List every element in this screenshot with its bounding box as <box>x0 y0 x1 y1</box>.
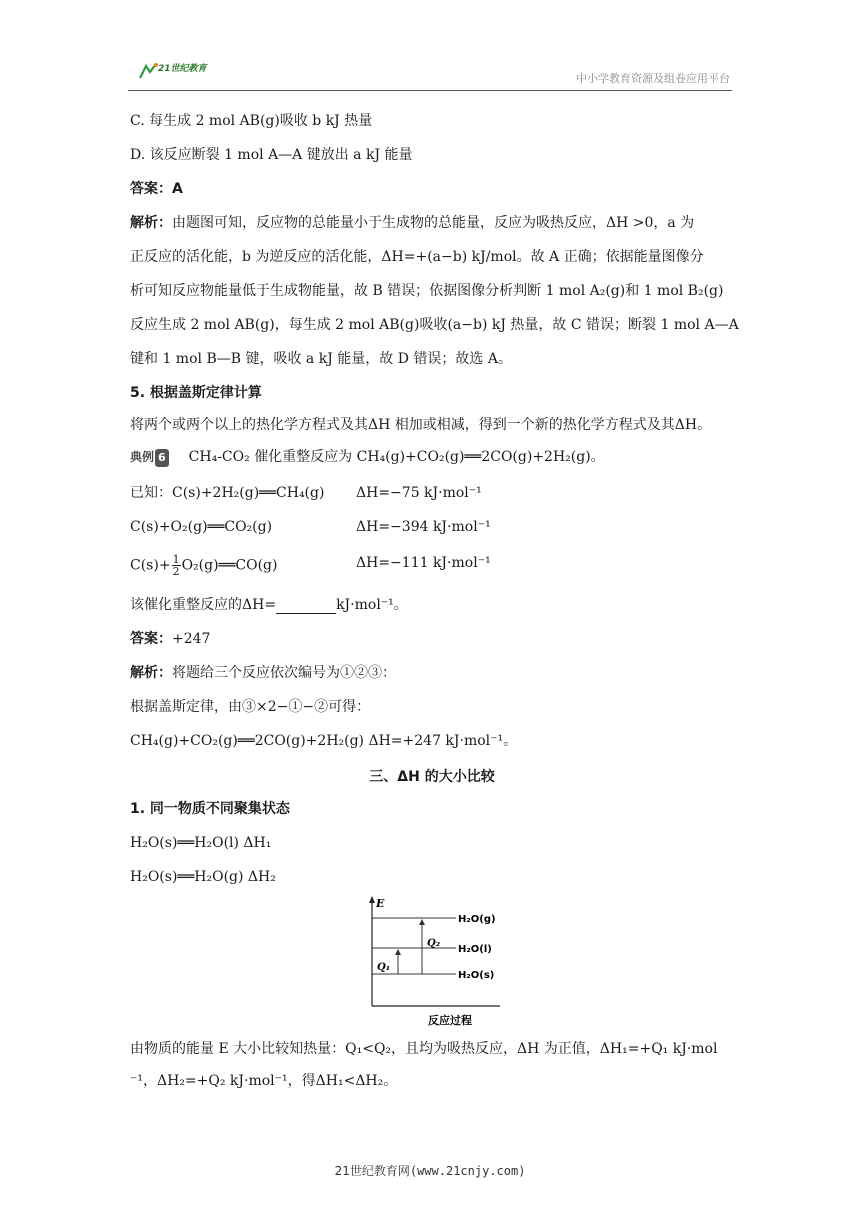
equation-a: H₂O(s)══H₂O(l) ΔH₁ <box>130 835 272 851</box>
analysis-line-5: 键和 1 mol B—B 键，吸收 a kJ 能量，故 D 错误；故选 A。 <box>130 351 512 367</box>
analysis-2-line-1: 解析：将题给三个反应依次编号为①②③： <box>130 665 396 681</box>
page-footer <box>0 1162 860 1179</box>
question-line: 该催化重整反应的ΔH= kJ·mol⁻¹。 <box>130 597 408 613</box>
example-badge: 典例 6 <box>130 448 169 467</box>
level-s-label: H₂O(s) <box>458 970 495 981</box>
option-c: C. 每生成 2 mol AB(g)吸收 b kJ 热量 <box>130 113 373 129</box>
logo-text: 21世纪教育 <box>158 64 207 74</box>
answer-value: A <box>172 181 183 197</box>
conclusion-line-1: 由物质的能量 E 大小比较知热量：Q₁<Q₂，且均为吸热反应，ΔH 为正值，ΔH₁=+Q₁ kJ·mol <box>130 1041 718 1057</box>
energy-level-diagram <box>364 894 504 1034</box>
y-axis-label: E <box>376 897 385 910</box>
known-eq-3: C(s)+ $\frac{1}{2}$ O₂(g)══CO(g) ΔH=−111 kJ·mol⁻¹ <box>130 553 491 578</box>
analysis-line-2: 正反应的活化能，b 为逆反应的活化能，ΔH=+(a−b) kJ/mol。故 A 正确；依据能量图像分 <box>130 249 704 265</box>
option-d: D. 该反应断裂 1 mol A—A 键放出 a kJ 能量 <box>130 147 413 163</box>
analysis-line-3: 析可知反应物能量低于生成物能量，故 B 错误；依据图像分析判断 1 mol A₂(g)和 1 mol B₂(g) <box>130 283 724 299</box>
fraction-half: $\frac{1}{2}$ <box>172 553 180 578</box>
analysis-text: 由题图可知，反应物的总能量小于生成物的总能量，反应为吸热反应，ΔH >0，a 为 <box>172 215 695 231</box>
section-5-title: 5. 根据盖斯定律计算 <box>130 385 262 401</box>
example-6 <box>130 448 605 467</box>
equation-b: H₂O(s)══H₂O(g) ΔH₂ <box>130 869 276 885</box>
answer-2: 答案：+247 <box>130 631 211 647</box>
example-text: CH₄-CO₂ 催化重整反应为 CH₄(g)+CO₂(g)══2CO(g)+2H₂(g)。 <box>188 449 605 465</box>
footer-url: (www.21cnjy.com) <box>409 1164 526 1178</box>
known-eq-2: C(s)+O₂(g)══CO₂(g) ΔH=−394 kJ·mol⁻¹ <box>130 519 491 535</box>
analysis-2-line-2: 根据盖斯定律，由③×2−①−②可得： <box>130 699 371 715</box>
analysis-label: 解析： <box>130 215 172 231</box>
x-axis-label: 反应过程 <box>428 1014 472 1027</box>
subsection-1-title: 1. 同一物质不同聚集状态 <box>130 801 290 817</box>
conclusion-line-2: ⁻¹，ΔH₂=+Q₂ kJ·mol⁻¹，得ΔH₁<ΔH₂。 <box>130 1073 398 1089</box>
level-g-label: H₂O(g) <box>458 914 496 925</box>
footer-site-name: 21世纪教育网 <box>334 1164 410 1178</box>
q1-label: Q₁ <box>377 962 391 973</box>
page-header <box>128 58 732 91</box>
known-eq-1: 已知：C(s)+2H₂(g)══CH₄(g) ΔH=−75 kJ·mol⁻¹ <box>130 485 482 501</box>
answer-1 <box>130 180 183 198</box>
analysis-line-4: 反应生成 2 mol AB(g)，每生成 2 mol AB(g)吸收(a−b) kJ 热量，故 C 错误；断裂 1 mol A—A <box>130 317 739 333</box>
analysis-line-1 <box>130 214 694 232</box>
section-5-desc: 将两个或两个以上的热化学方程式及其ΔH 相加或相减，得到一个新的热化学方程式及其ΔH。 <box>130 417 712 433</box>
section-3-title: 三、ΔH 的大小比较 <box>369 769 495 785</box>
answer-label: 答案： <box>130 181 172 197</box>
analysis-2-line-3: CH₄(g)+CO₂(g)══2CO(g)+2H₂(g) ΔH=+247 kJ·mol⁻¹。 <box>130 733 518 749</box>
header-platform-text: 中小学教育资源及组卷应用平台 <box>576 72 730 85</box>
answer-blank <box>276 599 336 614</box>
q2-label: Q₂ <box>427 938 441 949</box>
level-l-label: H₂O(l) <box>458 944 492 955</box>
